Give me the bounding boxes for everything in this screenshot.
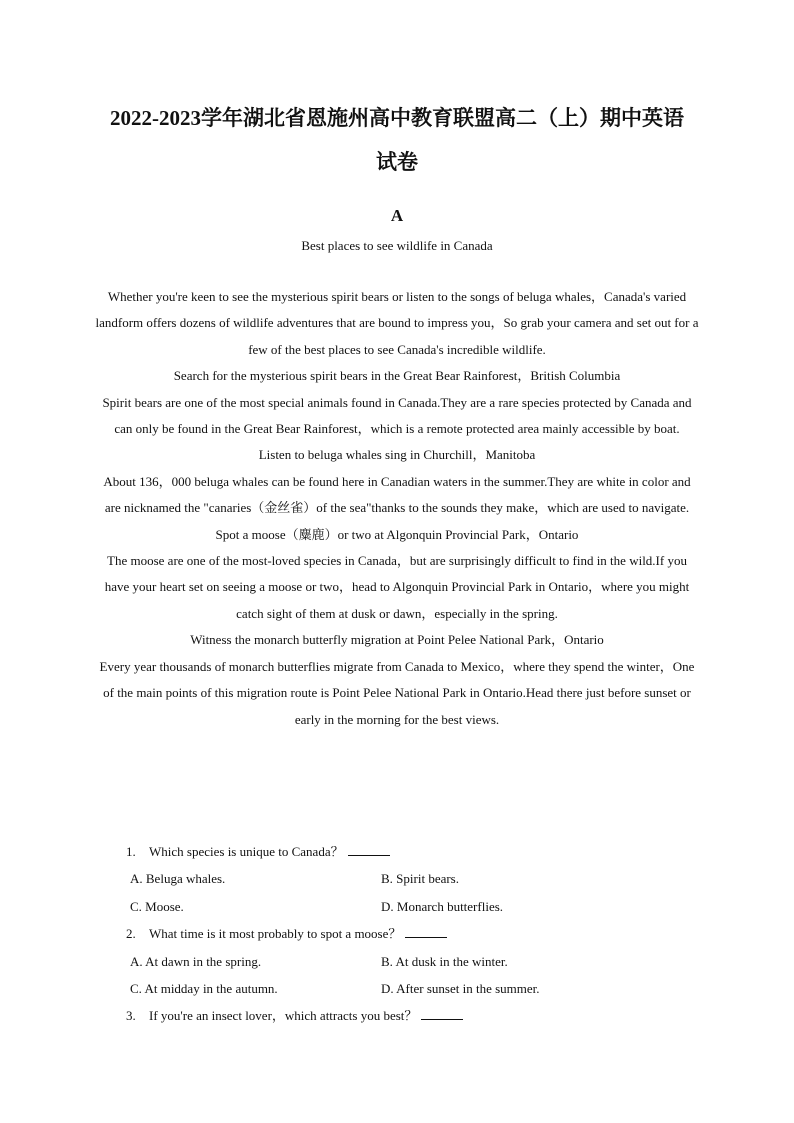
paragraph-monarch-butterfly: Every year thousands of monarch butterflies migrate from Canada to Mexico，where they spend the winter，One of the main points of this migration route is Point Pelee National Park in Ontario.Head there just before sunset or early in the morning for the best views. (99, 658, 695, 727)
paragraph-moose: The moose are one of the most-loved species in Canada，but are surprisingly difficult to find in the wild.If you have your heart set on seeing a moose or two，head to Algonquin Provincial Park in Ontario，where you might catch sight of them at dusk or dawn，especially in the spring. (104, 553, 690, 621)
paragraph-spirit-bears: Spirit bears are one of the most special animals found in Canada.They are a rare species protected by Canada and can only be found in the Great Bear Rainforest，which is a remote protected area mainly accessible by boat. (102, 394, 692, 437)
question-number: 2. (126, 926, 136, 942)
question-number: 3. (126, 1008, 136, 1024)
option-row (126, 948, 686, 975)
option-a[interactable]: A. Beluga whales. (130, 871, 226, 887)
paragraph-intro: Whether you're keen to see the mysterious spirit bears or listen to the songs of beluga whales，Canada's varied landform offers dozens of wildlife adventures that are bound to impress you，So grab your camera and set out for a few of the best places to see Canada's incredible wildlife. (95, 289, 699, 357)
question-stem: Which species is unique to Canada？ (149, 838, 390, 865)
option-d[interactable]: D. Monarch butterflies. (381, 898, 504, 914)
option-c[interactable]: C. At midday in the autumn. (130, 981, 278, 997)
answer-blank[interactable] (421, 1005, 463, 1020)
question-3 (126, 1002, 686, 1029)
paragraph-beluga-whales: About 136，000 beluga whales can be found here in Canadian waters in the summer.They are white in color and are nicknamed the "canaries（金丝雀）of the sea"thanks to the sounds they make，which are used to navigate. (103, 473, 691, 516)
question-2 (126, 920, 686, 1002)
option-b[interactable]: B. At dusk in the winter. (381, 953, 508, 969)
subheading-moose: Spot a moose（麋鹿）or two at Algonquin Provincial Park，Ontario (215, 526, 579, 542)
option-row (126, 865, 686, 892)
title-line-2: 试卷 (376, 150, 418, 174)
option-a[interactable]: A. At dawn in the spring. (130, 953, 262, 969)
subheading-spirit-bears: Search for the mysterious spirit bears in the Great Bear Rainforest，British Columbia (173, 368, 621, 384)
option-c[interactable]: C. Moose. (130, 898, 184, 914)
question-stem: If you're an insect lover，which attracts you best？ (149, 1002, 463, 1029)
question-1 (126, 838, 686, 920)
passage-body (95, 284, 699, 733)
document-title (60, 96, 734, 184)
section-letter: A (390, 206, 404, 225)
question-number: 1. (126, 844, 136, 859)
option-row (126, 893, 686, 920)
question-list (126, 838, 686, 1030)
question-stem: What time is it most probably to spot a moose？ (149, 920, 447, 947)
title-line-1: 2022-2023学年湖北省恩施州高中教育联盟高二（上）期中英语 (110, 106, 684, 130)
answer-blank[interactable] (405, 923, 447, 938)
option-d[interactable]: D. After sunset in the summer. (381, 981, 540, 997)
subheading-beluga-whales: Listen to beluga whales sing in Churchill，Manitoba (258, 447, 536, 463)
passage-title: Best places to see wildlife in Canada (301, 238, 493, 253)
option-row (126, 975, 686, 1002)
subheading-monarch-butterfly: Witness the monarch butterfly migration at Point Pelee National Park，Ontario (190, 632, 604, 648)
answer-blank[interactable] (348, 841, 390, 856)
option-b[interactable]: B. Spirit bears. (381, 871, 459, 887)
